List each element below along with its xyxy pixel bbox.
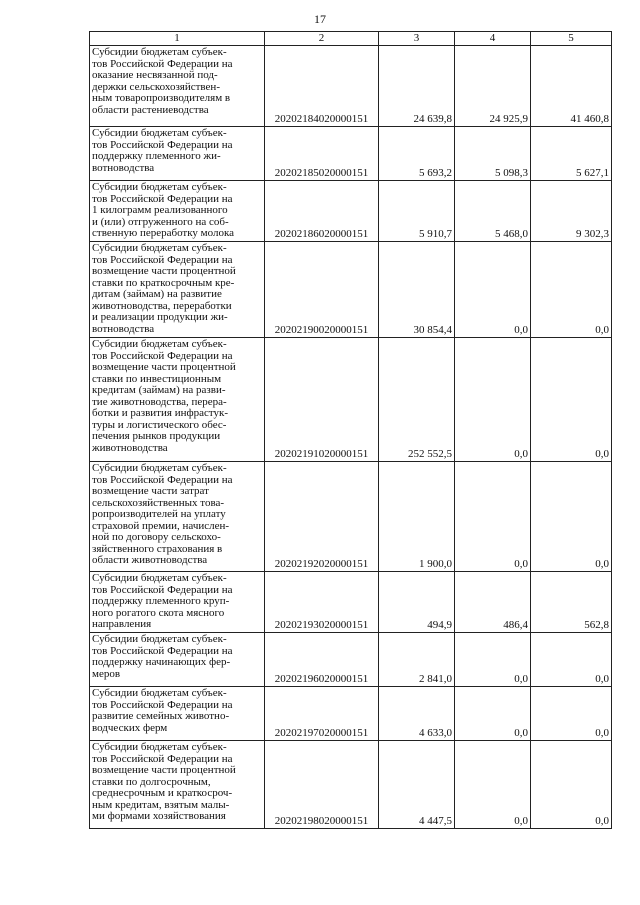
row-code: 20202197020000151 — [265, 687, 379, 741]
table-row — [90, 181, 612, 242]
row-code: 20202193020000151 — [265, 572, 379, 633]
header-row — [90, 32, 612, 46]
header-col-5: 5 — [531, 32, 612, 46]
row-value-3: 4 633,0 — [379, 687, 455, 741]
row-code: 20202198020000151 — [265, 741, 379, 829]
row-value-3: 4 447,5 — [379, 741, 455, 829]
row-name: Субсидии бюджетам субъек- тов Российской Федерации на оказание несвязанной под- держки сельскохозяйствен- ным товаропроизводителям в области растениеводства — [90, 46, 265, 127]
row-value-5: 0,0 — [531, 338, 612, 462]
row-name: Субсидии бюджетам субъек- тов Российской Федерации на поддержку племенного круп- ного рогатого скота мясного направления — [90, 572, 265, 633]
row-value-3: 5 693,2 — [379, 127, 455, 181]
page-number: 17 — [314, 12, 326, 26]
header-col-1: 1 — [90, 32, 265, 46]
row-value-5: 562,8 — [531, 572, 612, 633]
header-col-3: 3 — [379, 32, 455, 46]
header-col-2: 2 — [265, 32, 379, 46]
row-value-3: 24 639,8 — [379, 46, 455, 127]
row-code: 20202190020000151 — [265, 242, 379, 338]
row-value-3: 252 552,5 — [379, 338, 455, 462]
row-value-3: 30 854,4 — [379, 242, 455, 338]
row-name: Субсидии бюджетам субъек- тов Российской Федерации на возмещение части процентной ставки по долгосрочным, среднесрочным и краткосроч- ным кредитам, взятым малы- ми формами хозяйствования — [90, 741, 265, 829]
row-value-4: 0,0 — [455, 741, 531, 829]
table-row — [90, 338, 612, 462]
row-value-4: 0,0 — [455, 687, 531, 741]
row-value-5: 5 627,1 — [531, 127, 612, 181]
row-value-4: 486,4 — [455, 572, 531, 633]
row-value-4: 0,0 — [455, 242, 531, 338]
row-value-5: 0,0 — [531, 242, 612, 338]
row-name: Субсидии бюджетам субъек- тов Российской Федерации на возмещение части затрат сельскохозяйственных това- ропроизводителей на уплату страховой премии, начислен- ной по договору сельскохо- зяйственного страхования в области животноводства — [90, 462, 265, 572]
row-code: 20202196020000151 — [265, 633, 379, 687]
row-code: 20202186020000151 — [265, 181, 379, 242]
table-row — [90, 462, 612, 572]
row-value-3: 1 900,0 — [379, 462, 455, 572]
row-name: Субсидии бюджетам субъек- тов Российской Федерации на поддержку начинающих фер- меров — [90, 633, 265, 687]
budget-table — [89, 31, 612, 829]
row-value-3: 494,9 — [379, 572, 455, 633]
row-name: Субсидии бюджетам субъек- тов Российской Федерации на поддержку племенного жи- вотноводства — [90, 127, 265, 181]
row-value-3: 5 910,7 — [379, 181, 455, 242]
row-name: Субсидии бюджетам субъек- тов Российской Федерации на возмещение части процентной ставки по краткосрочным кре- дитам (займам) на развитие животноводства, переработки и реализации продукции жи- вотноводства — [90, 242, 265, 338]
table-row — [90, 242, 612, 338]
row-code: 20202191020000151 — [265, 338, 379, 462]
row-value-4: 0,0 — [455, 462, 531, 572]
row-value-5: 0,0 — [531, 633, 612, 687]
row-value-4: 5 098,3 — [455, 127, 531, 181]
table-row — [90, 687, 612, 741]
table-row — [90, 741, 612, 829]
row-value-5: 41 460,8 — [531, 46, 612, 127]
row-name: Субсидии бюджетам субъек- тов Российской Федерации на 1 килограмм реализованного и (или) отгруженного на соб- ственную переработку молока — [90, 181, 265, 242]
row-code: 20202185020000151 — [265, 127, 379, 181]
row-code: 20202192020000151 — [265, 462, 379, 572]
row-value-5: 9 302,3 — [531, 181, 612, 242]
row-value-4: 24 925,9 — [455, 46, 531, 127]
table-row — [90, 46, 612, 127]
row-value-5: 0,0 — [531, 687, 612, 741]
row-value-4: 0,0 — [455, 338, 531, 462]
row-name: Субсидии бюджетам субъек- тов Российской Федерации на развитие семейных животно- водческих ферм — [90, 687, 265, 741]
row-value-4: 5 468,0 — [455, 181, 531, 242]
row-value-5: 0,0 — [531, 741, 612, 829]
row-name: Субсидии бюджетам субъек- тов Российской Федерации на возмещение части процентной ставки по инвестиционным кредитам (займам) на разви- тие животноводства, перера- ботки и развития инфрастук- туры и логистического обес- печения рынков продукции животноводства — [90, 338, 265, 462]
table-row — [90, 633, 612, 687]
row-value-3: 2 841,0 — [379, 633, 455, 687]
header-col-4: 4 — [455, 32, 531, 46]
row-code: 20202184020000151 — [265, 46, 379, 127]
row-value-4: 0,0 — [455, 633, 531, 687]
row-value-5: 0,0 — [531, 462, 612, 572]
table-row — [90, 127, 612, 181]
table-row — [90, 572, 612, 633]
